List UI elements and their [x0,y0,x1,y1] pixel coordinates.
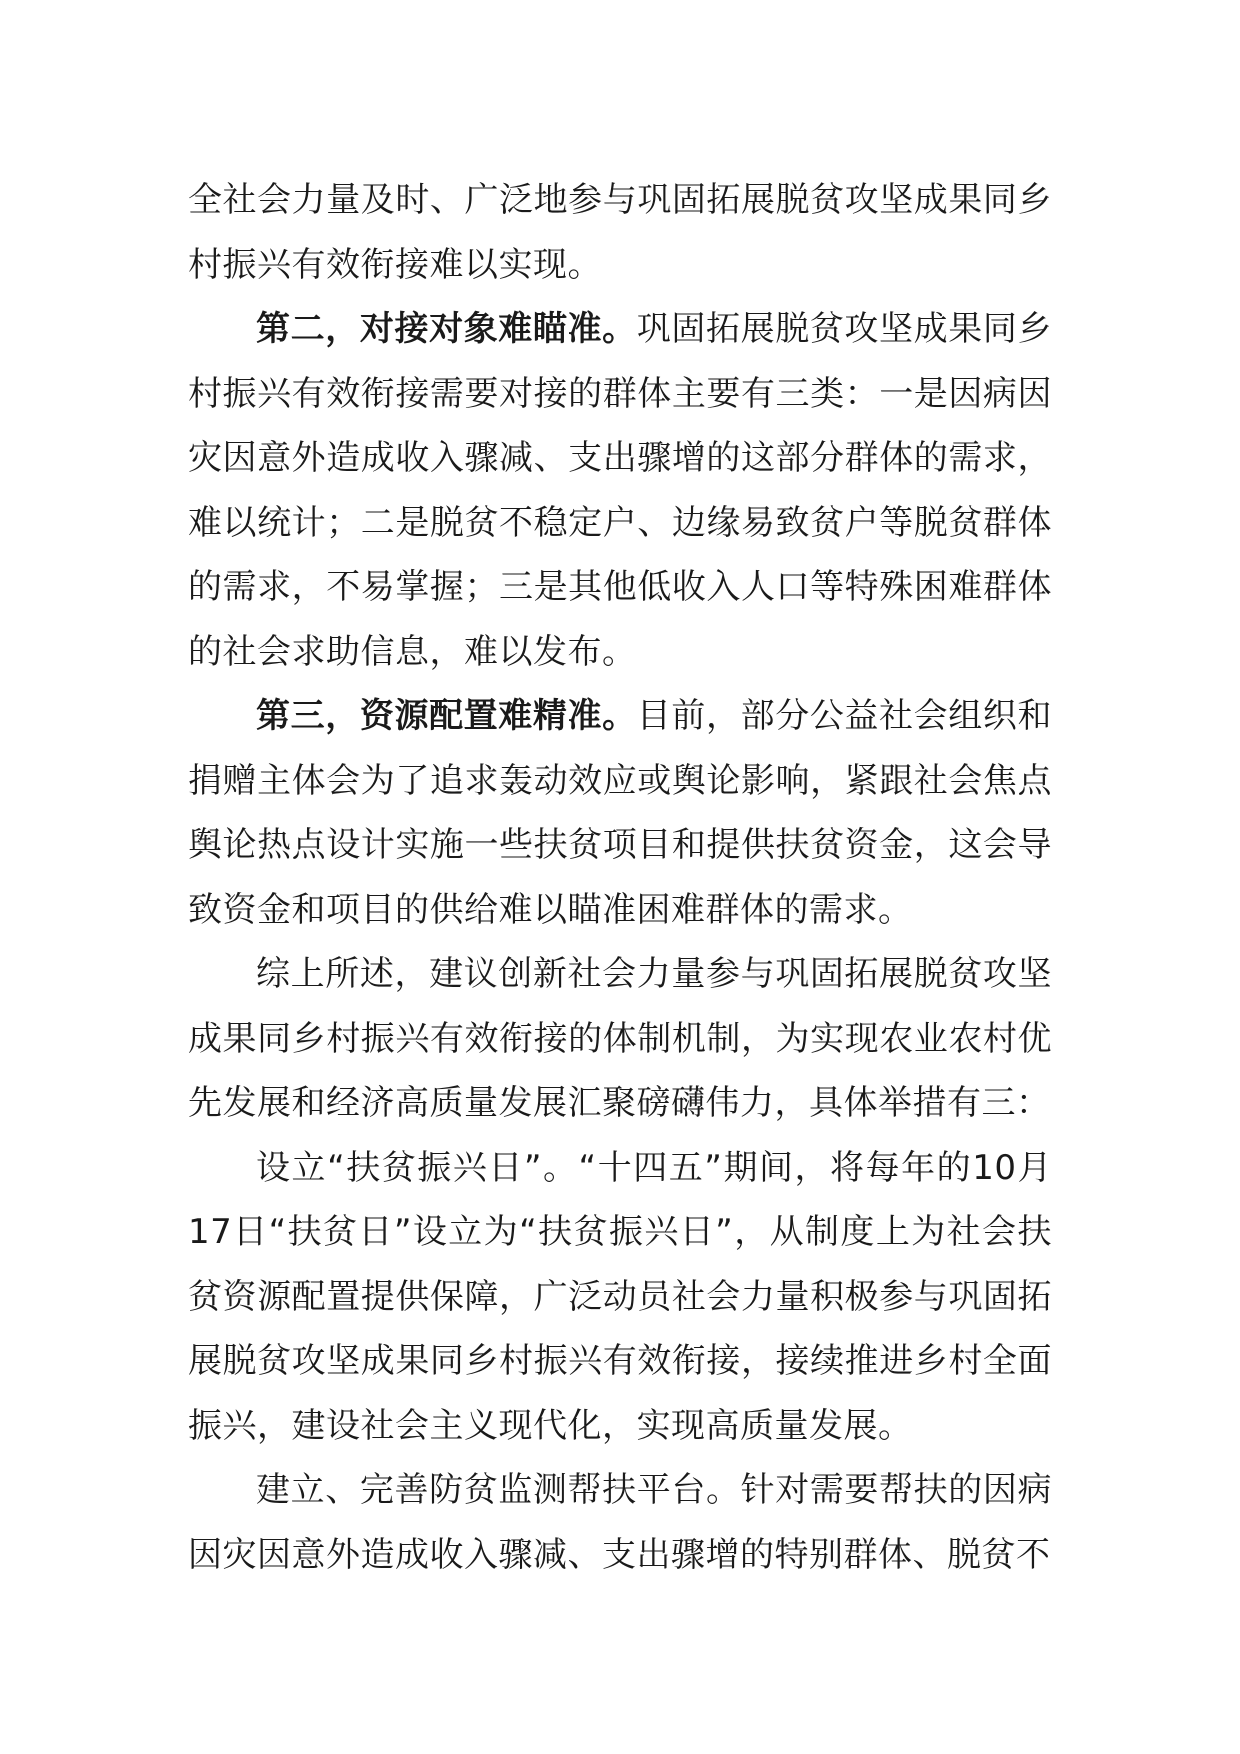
paragraph-4 [188,942,1052,1136]
document-body [188,168,1052,1587]
paragraph-3-heading: 第三，资源配置难精准。 [256,696,637,736]
paragraph-2 [188,297,1052,684]
paragraph-6 [188,1458,1052,1587]
paragraph-4-text: 综上所述，建议创新社会力量参与巩固拓展脱贫攻坚成果同乡村振兴有效衔接的体制机制，为实现农业农村优先发展和经济高质量发展汇聚磅礴伟力，具体举措有三： [188,954,1052,1123]
paragraph-6-text: 建立、完善防贫监测帮扶平台。针对需要帮扶的因病因灾因意外造成收入骤减、支出骤增的特别群体、脱贫不 [188,1470,1052,1575]
paragraph-3-text: 目前，部分公益社会组织和捐赠主体会为了追求轰动效应或舆论影响，紧跟社会焦点舆论热点设计实施一些扶贫项目和提供扶贫资金，这会导致资金和项目的供给难以瞄准困难群体的需求。 [188,696,1052,930]
paragraph-1-text: 全社会力量及时、广泛地参与巩固拓展脱贫攻坚成果同乡村振兴有效衔接难以实现。 [188,180,1052,285]
paragraph-2-heading: 第二，对接对象难瞄准。 [256,309,637,349]
paragraph-1 [188,168,1052,297]
paragraph-2-text: 巩固拓展脱贫攻坚成果同乡村振兴有效衔接需要对接的群体主要有三类：一是因病因灾因意外造成收入骤减、支出骤增的这部分群体的需求，难以统计；二是脱贫不稳定户、边缘易致贫户等脱贫群体的需求，不易掌握；三是其他低收入人口等特殊困难群体的社会求助信息，难以发布。 [188,309,1052,672]
paragraph-5-text: 设立“扶贫振兴日”。“十四五”期间，将每年的10月17日“扶贫日”设立为“扶贫振兴日”，从制度上为社会扶贫资源配置提供保障，广泛动员社会力量积极参与巩固拓展脱贫攻坚成果同乡村振兴有效衔接，接续推进乡村全面振兴，建设社会主义现代化，实现高质量发展。 [188,1147,1052,1446]
paragraph-3 [188,684,1052,942]
paragraph-5 [188,1136,1052,1459]
